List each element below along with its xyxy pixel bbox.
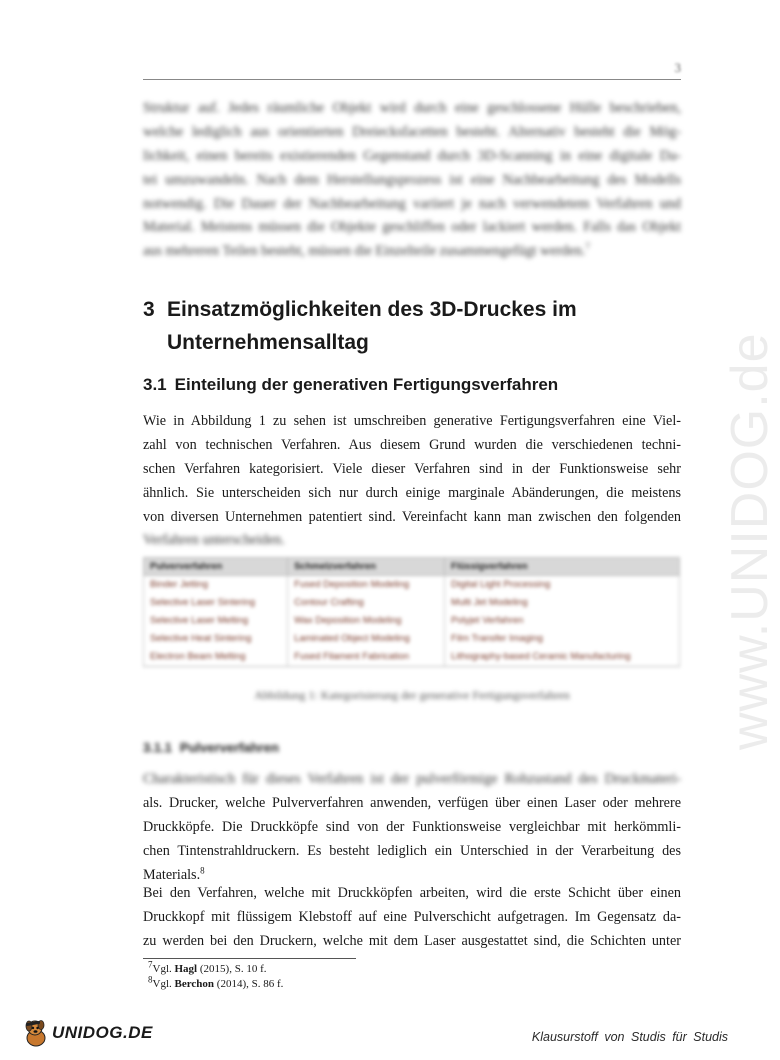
- subsubsection-number: 3.1.1: [143, 740, 172, 755]
- footnote-rest: (2014), S. 86 f.: [214, 978, 284, 990]
- table-header-cell: Pulververfahren: [144, 558, 288, 576]
- body-line: von diversen Unternehmen patentiert sind. Vereinfacht kann man zwischen den folgenden: [143, 508, 681, 525]
- subsection-heading: [143, 373, 558, 397]
- footnote: [148, 974, 284, 992]
- footnote-ref: 7: [585, 241, 590, 252]
- footnotes: [148, 959, 284, 992]
- table-header-cell: Flüssigverfahren: [445, 558, 680, 576]
- table-cell: Fused Filament Fabrication: [288, 648, 445, 667]
- footnote-rule: [143, 958, 356, 959]
- body-line-blurred: Verfahren unterscheiden.: [143, 532, 285, 549]
- body-line: Druckkopf mit flüssigem Klebstoff auf eine Pulverschicht aufgetragen. Im Gegensatz da-: [143, 908, 681, 925]
- intro-line: welche lediglich aus orientierten Dreiecksfacetten besteht. Alternativ besteht die Mög-: [143, 123, 681, 140]
- body-line: schen Verfahren kategorisiert. Viele dieser Verfahren sind in der Funktionsweise sehr: [143, 460, 681, 477]
- table-cell: Film Transfer Imaging: [445, 630, 680, 648]
- body-line: Wie in Abbildung 1 zu sehen ist umschreiben generative Fertigungsverfahren eine Viel-: [143, 413, 681, 429]
- table-cell: Laminated Object Modeling: [288, 630, 445, 648]
- table-cell: Selective Laser Sintering: [144, 594, 288, 612]
- figure-table: [143, 557, 680, 667]
- intro-line: tei umzuwandeln. Nach dem Herstellungsprozess ist eine Nachbearbeitung des Modells: [143, 171, 681, 188]
- footnote: [148, 959, 283, 977]
- intro-line: notwendig. Die Dauer der Nachbearbeitung variiert je nach verwendetem Verfahren und: [143, 195, 681, 212]
- footnote-mark: 7: [148, 959, 153, 970]
- watermark-text: www.UNIDOG.de: [721, 332, 779, 750]
- section-heading: [143, 293, 683, 359]
- logo-text: UNIDOG.DE: [52, 1023, 153, 1042]
- intro-line: Material. Meistens müssen die Objekte geschliffen oder lackiert werden. Falls das Objekt: [143, 219, 681, 236]
- footer-tagline: Klausurstoff von Studis für Studis: [531, 1030, 728, 1044]
- header-rule: [143, 79, 681, 80]
- table-cell: Selective Heat Sintering: [144, 630, 288, 648]
- intro-line: lichkeit, einen bereits existierenden Gegenstand durch 3D-Scanning in eine digitale Da-: [143, 147, 681, 164]
- table-header-row: [144, 558, 680, 576]
- table-row: [144, 576, 680, 595]
- body-line-blurred: Charakteristisch für dieses Verfahren ist der pulverförmige Rohzustand des Druckmateri-: [143, 771, 681, 787]
- table-cell: Contour Crafting: [288, 594, 445, 612]
- footnote-rest: (2015), S. 10 f.: [197, 963, 267, 975]
- table-cell: Electron Beam Melting: [144, 648, 288, 667]
- body-line: als. Drucker, welche Pulververfahren anwenden, verfügen über einen Laser oder mehrere: [143, 794, 681, 811]
- section-title-line1: Einsatzmöglichkeiten des 3D-Druckes im: [167, 298, 577, 321]
- body-line: ähnlich. Sie unterscheiden sich nur durch einige marginale Abänderungen, die meistens: [143, 484, 681, 501]
- table-cell: Multi Jet Modeling: [445, 594, 680, 612]
- intro-line-text: aus mehreren Teilen besteht, müssen die Einzelteile zusammengefügt werden.: [143, 243, 586, 260]
- table-row: [144, 594, 680, 612]
- subsection-number: 3.1: [143, 375, 167, 394]
- unidog-logo[interactable]: [22, 1015, 153, 1051]
- table-cell: Lithography-based Ceramic Manufacturing: [445, 648, 680, 667]
- body-line-text: Materials.: [143, 866, 201, 883]
- intro-line: Struktur auf. Jedes räumliche Objekt wird durch eine geschlossene Hülle beschrieben,: [143, 100, 681, 116]
- section-number: 3: [143, 298, 155, 321]
- footnote-prefix: Vgl.: [152, 978, 175, 990]
- footnote-prefix: Vgl.: [152, 963, 175, 975]
- table-row: [144, 630, 680, 648]
- footnote-ref: 8: [200, 864, 205, 875]
- table-cell: Polyjet Verfahren: [445, 612, 680, 630]
- footnote-author: Berchon: [174, 978, 215, 990]
- table-cell: Selective Laser Melting: [144, 612, 288, 630]
- table-row: [144, 612, 680, 630]
- body-line: chen Tintenstrahldruckern. Es besteht lediglich ein Unterschied in der Verarbeitung des: [143, 842, 681, 859]
- body-paragraph-2: [143, 768, 681, 887]
- table-cell: Wax Deposition Modeling: [288, 612, 445, 630]
- table-cell: Digital Light Processing: [445, 576, 680, 595]
- body-line: zu werden bei den Druckern, welche mit dem Laser ausgestattet sind, die Schichten unter: [143, 932, 681, 949]
- subsubsection-title: Pulververfahren: [179, 740, 279, 755]
- figure-caption: Abbildung 1: Kategorisierung der generative Fertigungsverfahren: [254, 688, 570, 702]
- table-cell: Fused Deposition Modeling: [288, 576, 445, 595]
- intro-paragraph: [143, 97, 681, 264]
- subsubsection-heading: [143, 738, 279, 758]
- dog-mascot-icon: [22, 1018, 50, 1048]
- table-header-cell: Schmelzverfahren: [288, 558, 445, 576]
- body-line: Druckköpfe. Die Druckköpfe sind von der Funktionsweise vergleichbar mit herkömmli-: [143, 818, 681, 835]
- footnote-author: Hagl: [174, 963, 198, 975]
- subsection-title: Einteilung der generativen Fertigungsverfahren: [174, 375, 559, 394]
- page-number: 3: [674, 60, 681, 75]
- intro-line: [143, 240, 681, 264]
- footnote-mark: 8: [148, 974, 153, 985]
- body-line: zahl von technischen Verfahren. Aus diesem Grund wurden die verschiedenen techni-: [143, 436, 681, 453]
- table-cell: Binder Jetting: [144, 576, 288, 595]
- category-table: [143, 557, 680, 667]
- table-row: [144, 648, 680, 667]
- body-line: Bei den Verfahren, welche mit Druckköpfen arbeiten, wird die erste Schicht über einen: [143, 885, 681, 901]
- body-paragraph-3: [143, 882, 681, 954]
- body-paragraph-1: [143, 410, 681, 553]
- section-title-line2: Unternehmensalltag: [167, 331, 369, 354]
